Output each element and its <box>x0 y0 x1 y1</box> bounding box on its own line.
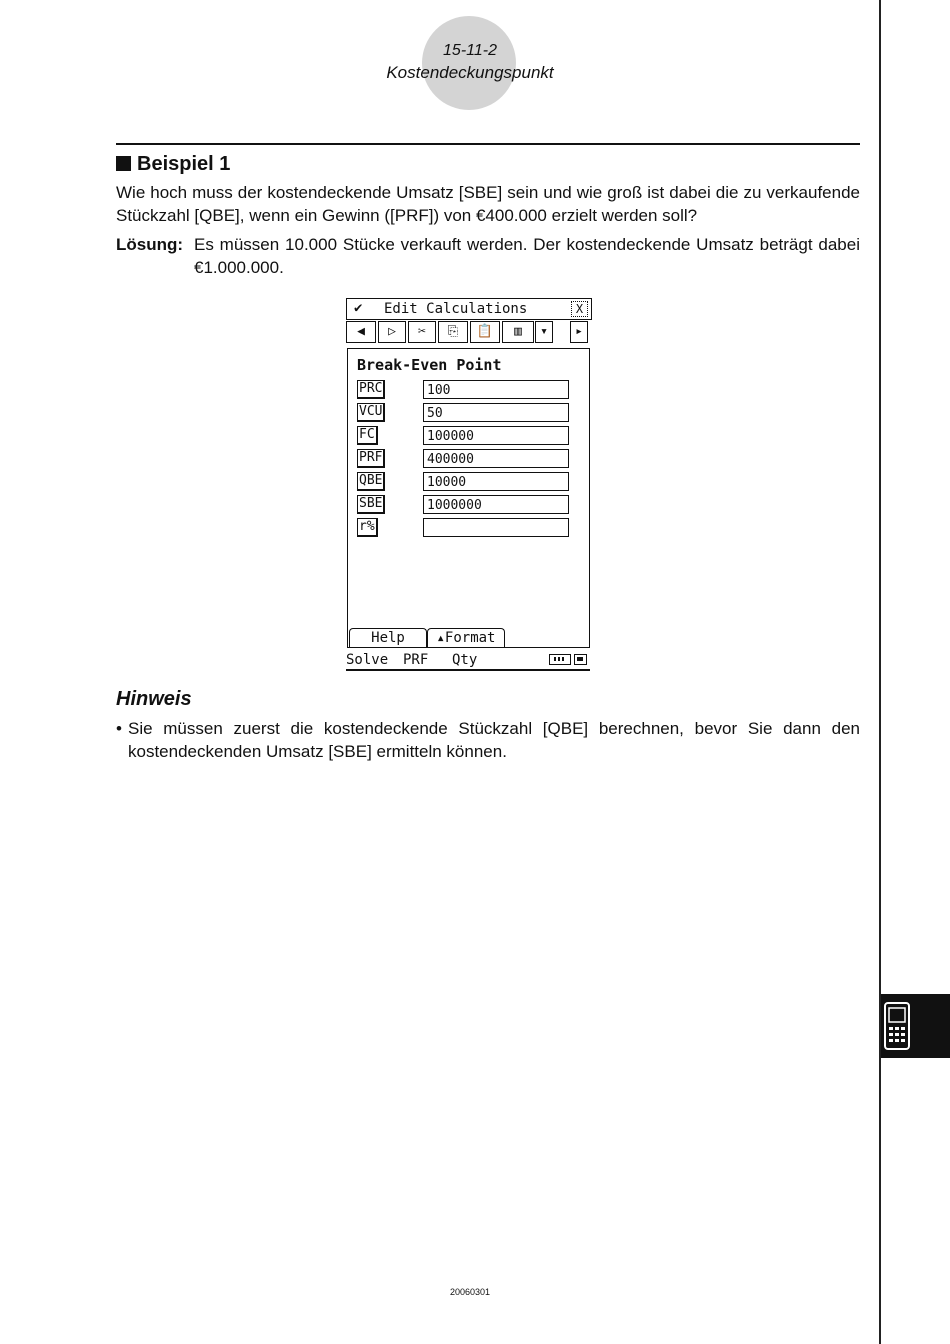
var-label-sbe[interactable]: SBE <box>357 495 385 514</box>
var-label-qbe[interactable]: QBE <box>357 472 385 491</box>
forward-icon[interactable]: ▷ <box>378 321 406 343</box>
var-label-prf[interactable]: PRF <box>357 449 385 468</box>
var-field-vcu[interactable]: 50 <box>423 403 569 422</box>
right-margin-rule <box>879 0 881 1344</box>
paste-icon[interactable]: 📋 <box>470 321 500 343</box>
table-icon[interactable]: ▥ <box>502 321 534 343</box>
status-qty: Qty <box>452 652 478 668</box>
battery-icon <box>549 654 571 665</box>
calc-title: Break-Even Point <box>357 356 502 374</box>
menu-chevron-icon[interactable]: ✔ <box>354 300 363 316</box>
status-prf: PRF <box>403 652 429 668</box>
example-heading: Beispiel 1 <box>116 153 230 176</box>
calc-status-bar <box>346 651 590 671</box>
chapter-side-tab <box>881 994 950 1058</box>
footer-code: 20060301 <box>449 1287 491 1297</box>
close-icon[interactable]: X <box>571 301 588 317</box>
solution-text: Es müssen 10.000 Stücke verkauft werden. Der kostendeckende Umsatz beträgt dabei €1.000.000. <box>194 235 860 277</box>
note-bullet: • <box>116 719 122 738</box>
scroll-right-icon[interactable]: ▸ <box>570 321 588 343</box>
var-label-fc[interactable]: FC <box>357 426 378 445</box>
var-field-fc[interactable]: 100000 <box>423 426 569 445</box>
var-field-sbe[interactable]: 1000000 <box>423 495 569 514</box>
example-question: Wie hoch muss der kostendeckende Umsatz [SBE] sein und wie groß ist dabei die zu verkaufende Stückzahl [QBE], wenn ein Gewinn ([PRF]) von €400.000 erzielt werden soll? <box>116 183 860 225</box>
calc-menubar <box>346 298 592 320</box>
section-rule <box>116 143 860 145</box>
status-solve: Solve <box>346 652 389 668</box>
square-bullet-icon <box>116 156 131 171</box>
tab-help[interactable]: Help <box>349 628 427 647</box>
menu-edit-calculations[interactable]: Edit Calculations <box>384 301 528 317</box>
var-field-r-percent[interactable] <box>423 518 569 537</box>
cut-icon[interactable]: ✂ <box>408 321 436 343</box>
var-label-prc[interactable]: PRC <box>357 380 385 399</box>
var-label-vcu[interactable]: VCU <box>357 403 385 422</box>
back-icon[interactable]: ◀ <box>346 321 376 343</box>
var-field-qbe[interactable]: 10000 <box>423 472 569 491</box>
page-number: 15-11-2 <box>443 42 497 59</box>
note-heading: Hinweis <box>116 688 192 710</box>
calculator-icon <box>884 1002 910 1050</box>
var-label-r-percent[interactable]: r% <box>357 518 378 537</box>
tab-format[interactable]: ▴Format <box>427 628 505 647</box>
note-text: Sie müssen zuerst die kostendeckende Stückzahl [QBE] berechnen, bevor Sie dann den kostendeckenden Umsatz [SBE] ermitteln können. <box>128 719 860 761</box>
var-field-prf[interactable]: 400000 <box>423 449 569 468</box>
calculator-screenshot <box>346 298 592 672</box>
calc-content-frame <box>347 348 590 648</box>
solution-label: Lösung: <box>116 235 184 254</box>
copy-icon[interactable]: ⎘ <box>438 321 468 343</box>
var-field-prc[interactable]: 100 <box>423 380 569 399</box>
chapter-title: Kostendeckungspunkt <box>386 63 554 82</box>
dropdown-icon[interactable]: ▾ <box>535 321 553 343</box>
calc-toolbar <box>346 321 592 343</box>
window-icon[interactable] <box>574 654 587 665</box>
